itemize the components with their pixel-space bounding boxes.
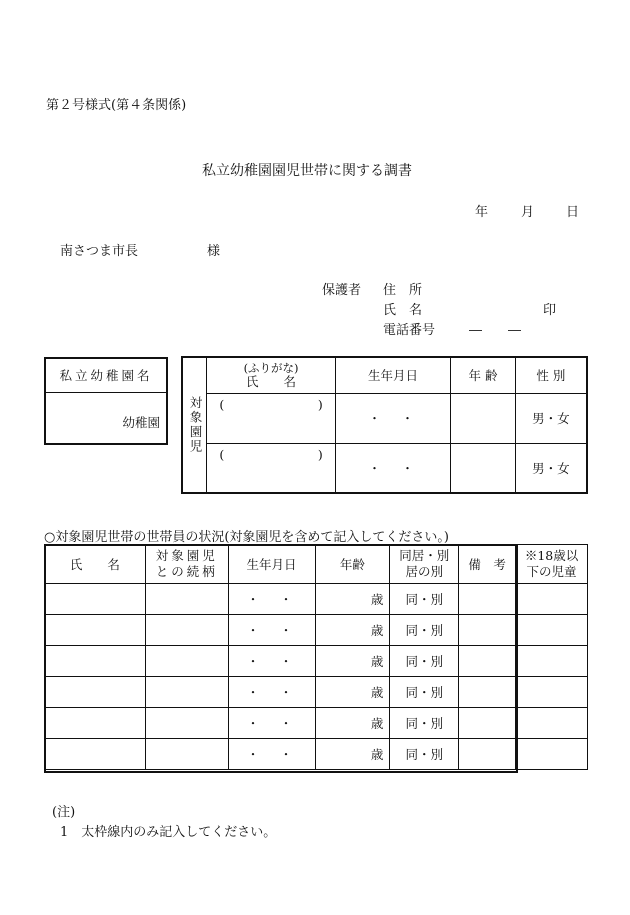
member-age-cell[interactable]: 歳	[315, 677, 390, 708]
member-birth-cell[interactable]: ・ ・	[228, 615, 315, 646]
member-relation-cell[interactable]	[145, 646, 228, 677]
household-row	[45, 615, 588, 646]
member-name-cell[interactable]	[45, 739, 146, 770]
member-cohabit-cell[interactable]: 同・別	[390, 584, 459, 615]
target-child-table	[181, 356, 588, 494]
child-row	[182, 443, 587, 493]
member-remarks-cell[interactable]	[459, 708, 516, 739]
member-age-header: 年齢	[315, 545, 390, 584]
remarks-header: 備 考	[459, 545, 516, 584]
name-header: 氏 名	[246, 374, 297, 390]
member-remarks-cell[interactable]	[459, 739, 516, 770]
member-birth-cell[interactable]: ・ ・	[228, 708, 315, 739]
furigana-header: (ふりがな)	[243, 361, 299, 376]
member-cohabit-cell[interactable]: 同・別	[390, 677, 459, 708]
birth-header: 生年月日	[335, 357, 451, 393]
child-sex-cell[interactable]: 男・女	[515, 443, 587, 493]
member-remarks-cell[interactable]	[459, 584, 516, 615]
member-relation-cell[interactable]	[145, 677, 228, 708]
member-relation-cell[interactable]	[145, 615, 228, 646]
date-year: 年	[475, 205, 489, 220]
member-cohabit-cell[interactable]: 同・別	[390, 615, 459, 646]
child-name-cell[interactable]: ( )	[207, 443, 335, 493]
document-title: 私立幼稚園園児世帯に関する調書	[202, 163, 412, 179]
member-age-cell[interactable]: 歳	[315, 584, 390, 615]
seal-mark: 印	[543, 303, 557, 318]
member-remarks-cell[interactable]	[459, 615, 516, 646]
member-child-cell[interactable]	[516, 677, 588, 708]
member-cohabit-cell[interactable]: 同・別	[390, 739, 459, 770]
notes-item: 1 太枠線内のみ記入してください。	[60, 825, 277, 840]
member-age-cell[interactable]: 歳	[315, 708, 390, 739]
member-child-cell[interactable]	[516, 584, 588, 615]
addressee-honorific: 様	[207, 244, 221, 259]
cohabit-header: 同居・別 居の別	[390, 545, 459, 584]
member-name-cell[interactable]	[45, 708, 146, 739]
household-row	[45, 584, 588, 615]
child-birth-cell[interactable]: ・ ・	[335, 443, 451, 493]
school-name-box	[44, 357, 168, 445]
member-name-cell[interactable]	[45, 646, 146, 677]
notes-label: (注)	[52, 805, 76, 820]
relation-header: 対象園児 との続柄	[145, 545, 228, 584]
member-age-cell[interactable]: 歳	[315, 615, 390, 646]
member-relation-cell[interactable]	[145, 584, 228, 615]
member-age-cell[interactable]: 歳	[315, 739, 390, 770]
target-child-side-label: 対象園児	[182, 357, 207, 493]
member-name-cell[interactable]	[45, 615, 146, 646]
household-row	[45, 739, 588, 770]
school-name-header: 私立幼稚園名	[46, 359, 166, 393]
household-row	[45, 708, 588, 739]
child-birth-cell[interactable]: ・ ・	[335, 393, 451, 443]
guardian-label: 保護者	[322, 283, 362, 298]
age-header: 年 齢	[451, 357, 516, 393]
member-birth-header: 生年月日	[228, 545, 315, 584]
member-child-cell[interactable]	[516, 615, 588, 646]
household-row	[45, 646, 588, 677]
name-header-cell	[207, 357, 335, 393]
member-birth-cell[interactable]: ・ ・	[228, 646, 315, 677]
guardian-address-label: 住 所	[383, 283, 423, 298]
member-cohabit-cell[interactable]: 同・別	[390, 646, 459, 677]
member-name-cell[interactable]	[45, 677, 146, 708]
household-table	[44, 544, 588, 770]
member-relation-cell[interactable]	[145, 739, 228, 770]
member-name-cell[interactable]	[45, 584, 146, 615]
guardian-phone-dashes: ― ―	[469, 323, 522, 338]
child-sex-cell[interactable]: 男・女	[515, 393, 587, 443]
child-row	[182, 393, 587, 443]
addressee-name: 南さつま市長	[60, 244, 139, 259]
member-birth-cell[interactable]: ・ ・	[228, 739, 315, 770]
guardian-name-label: 氏 名	[383, 303, 423, 318]
household-caption: ○対象園児世帯の世帯員の状況(対象園児を含めて記入してください。)	[44, 530, 449, 545]
member-relation-cell[interactable]	[145, 708, 228, 739]
guardian-phone-label: 電話番号	[383, 323, 436, 338]
child-age-cell[interactable]	[451, 443, 516, 493]
member-child-cell[interactable]	[516, 708, 588, 739]
member-age-cell[interactable]: 歳	[315, 646, 390, 677]
member-child-cell[interactable]	[516, 646, 588, 677]
member-remarks-cell[interactable]	[459, 646, 516, 677]
date-day: 日	[566, 205, 580, 220]
member-birth-cell[interactable]: ・ ・	[228, 584, 315, 615]
household-row	[45, 677, 588, 708]
child-name-cell[interactable]: ( )	[207, 393, 335, 443]
child-age-cell[interactable]	[451, 393, 516, 443]
sex-header: 性 別	[515, 357, 587, 393]
school-name-suffix: 幼稚園	[122, 415, 160, 430]
form-number: 第２号様式(第４条関係)	[46, 98, 187, 113]
member-birth-cell[interactable]: ・ ・	[228, 677, 315, 708]
member-child-cell[interactable]	[516, 739, 588, 770]
member-cohabit-cell[interactable]: 同・別	[390, 708, 459, 739]
children-under-18-header: ※18歳以 下の児童	[516, 545, 588, 584]
member-name-header: 氏 名	[45, 545, 146, 584]
member-remarks-cell[interactable]	[459, 677, 516, 708]
date-month: 月	[521, 205, 535, 220]
